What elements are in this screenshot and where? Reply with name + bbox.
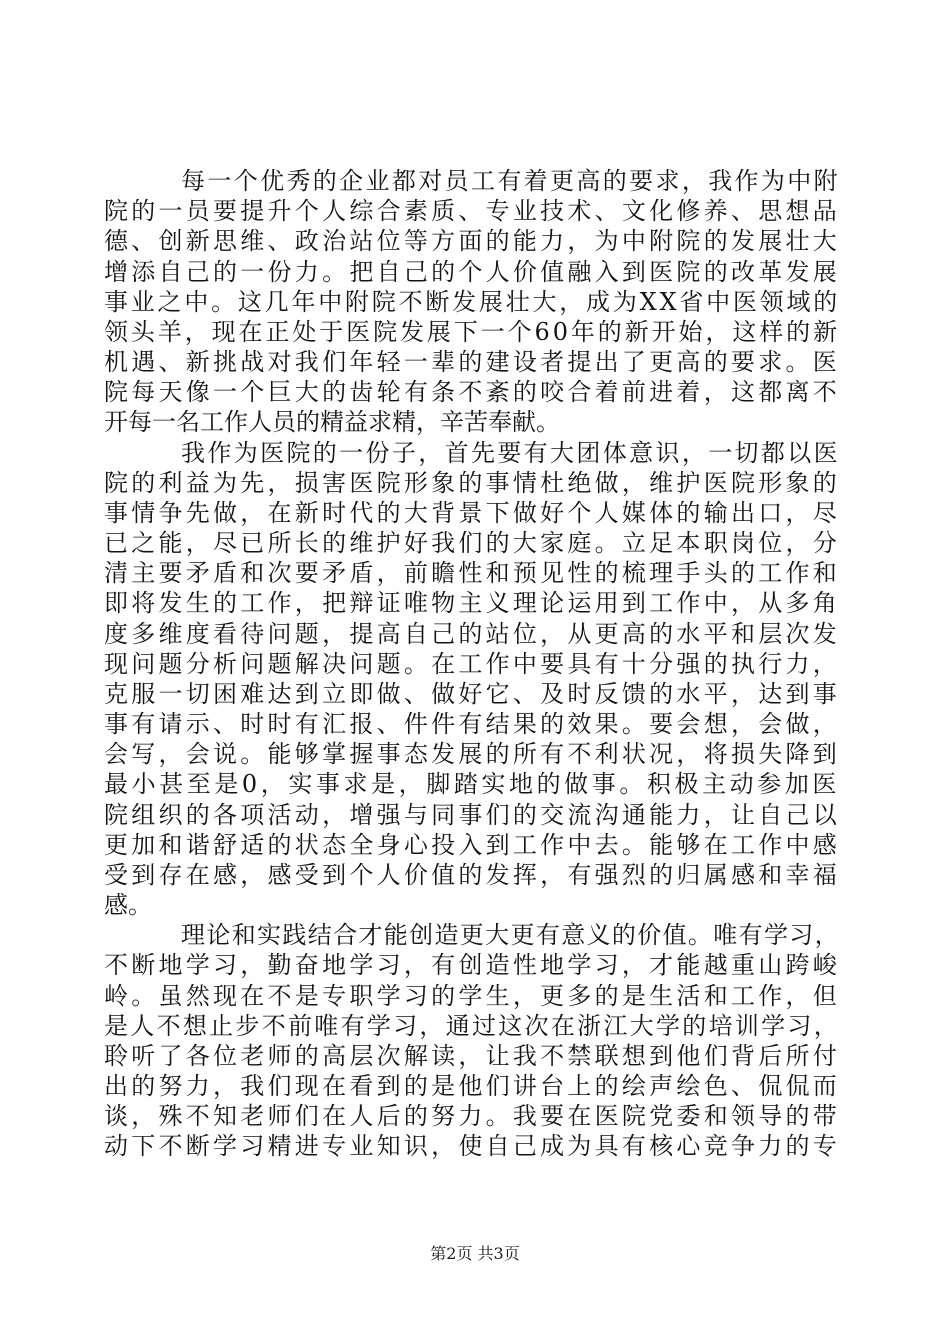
text-line: 会写，会说。能够掌握事态发展的所有不利状况，将损失降到 [104, 740, 840, 768]
text-line: 现问题分析问题解决问题。在工作中要具有十分强的执行力， [104, 650, 840, 678]
text-line: 已之能，尽已所长的维护好我们的大家庭。立足本职岗位，分 [104, 529, 840, 557]
text-line: 是人不想止步不前唯有学习，通过这次在浙江大学的培训学习， [104, 1012, 841, 1040]
text-line: 我作为医院的一份子，首先要有大团体意识，一切都以医 [181, 439, 840, 467]
text-line: 院组织的各项活动，增强与同事们的交流沟通能力，让自己以 [104, 801, 840, 829]
text-line: 出的努力，我们现在看到的是他们讲台上的绘声绘色、侃侃而 [104, 1072, 840, 1100]
text-line: 领头羊，现在正处于医院发展下一个60年的新开始，这样的新 [104, 318, 840, 346]
text-line: 克服一切困难达到立即做、做好它、及时反馈的水平，达到事 [104, 680, 840, 708]
text-line: 最小甚至是0，实事求是，脚踏实地的做事。积极主动参加医 [104, 770, 840, 798]
text-line: 理论和实践结合才能创造更大更有意义的价值。唯有学习， [181, 921, 840, 949]
text-line: 事情争先做，在新时代的大背景下做好个人媒体的输出口，尽 [104, 499, 840, 527]
text-line: 事有请示、时时有汇报、件件有结果的效果。要会想，会做， [104, 710, 840, 738]
text-line: 院的利益为先，损害医院形象的事情杜绝做，维护医院形象的 [104, 469, 840, 497]
text-line: 动下不断学习精进专业知识，使自己成为具有核心竞争力的专 [104, 1132, 840, 1160]
text-line: 机遇、新挑战对我们年轻一辈的建设者提出了更高的要求。医 [104, 348, 840, 376]
text-line: 即将发生的工作，把辩证唯物主义理论运用到工作中，从多角 [104, 589, 840, 617]
text-line: 增添自己的一份力。把自己的个人价值融入到医院的改革发展 [104, 258, 840, 286]
text-line: 感。 [104, 891, 152, 919]
text-line: 院每天像一个巨大的齿轮有条不紊的咬合着前进着，这都离不 [104, 378, 840, 406]
text-line: 度多维度看待问题，提高自己的站位，从更高的水平和层次发 [104, 620, 840, 648]
text-line: 岭。虽然现在不是专职学习的学生，更多的是生活和工作，但 [104, 982, 840, 1010]
text-line: 清主要矛盾和次要矛盾，前瞻性和预见性的梳理手头的工作和 [104, 559, 840, 587]
text-line: 德、创新思维、政治站位等方面的能力，为中附院的发展壮大 [104, 227, 840, 255]
text-line: 受到存在感，感受到个人价值的发挥，有强烈的归属感和幸福 [104, 861, 840, 889]
text-line: 院的一员要提升个人综合素质、专业技术、文化修养、思想品 [104, 197, 840, 225]
text-line: 开每一名工作人员的精益求精，辛苦奉献。 [104, 408, 560, 436]
text-line: 不断地学习，勤奋地学习，有创造性地学习，才能越重山跨峻 [104, 951, 840, 979]
text-line: 更加和谐舒适的状态全身心投入到工作中去。能够在工作中感 [104, 831, 840, 859]
text-line: 每一个优秀的企业都对员工有着更高的要求，我作为中附 [181, 167, 840, 195]
page-footer: 第2页 共3页 [430, 1244, 520, 1263]
text-line: 事业之中。这几年中附院不断发展壮大，成为XX省中医领域的 [104, 288, 841, 316]
text-line: 聆听了各位老师的高层次解读，让我不禁联想到他们背后所付 [104, 1042, 840, 1070]
text-line: 谈，殊不知老师们在人后的努力。我要在医院党委和领导的带 [104, 1102, 840, 1130]
